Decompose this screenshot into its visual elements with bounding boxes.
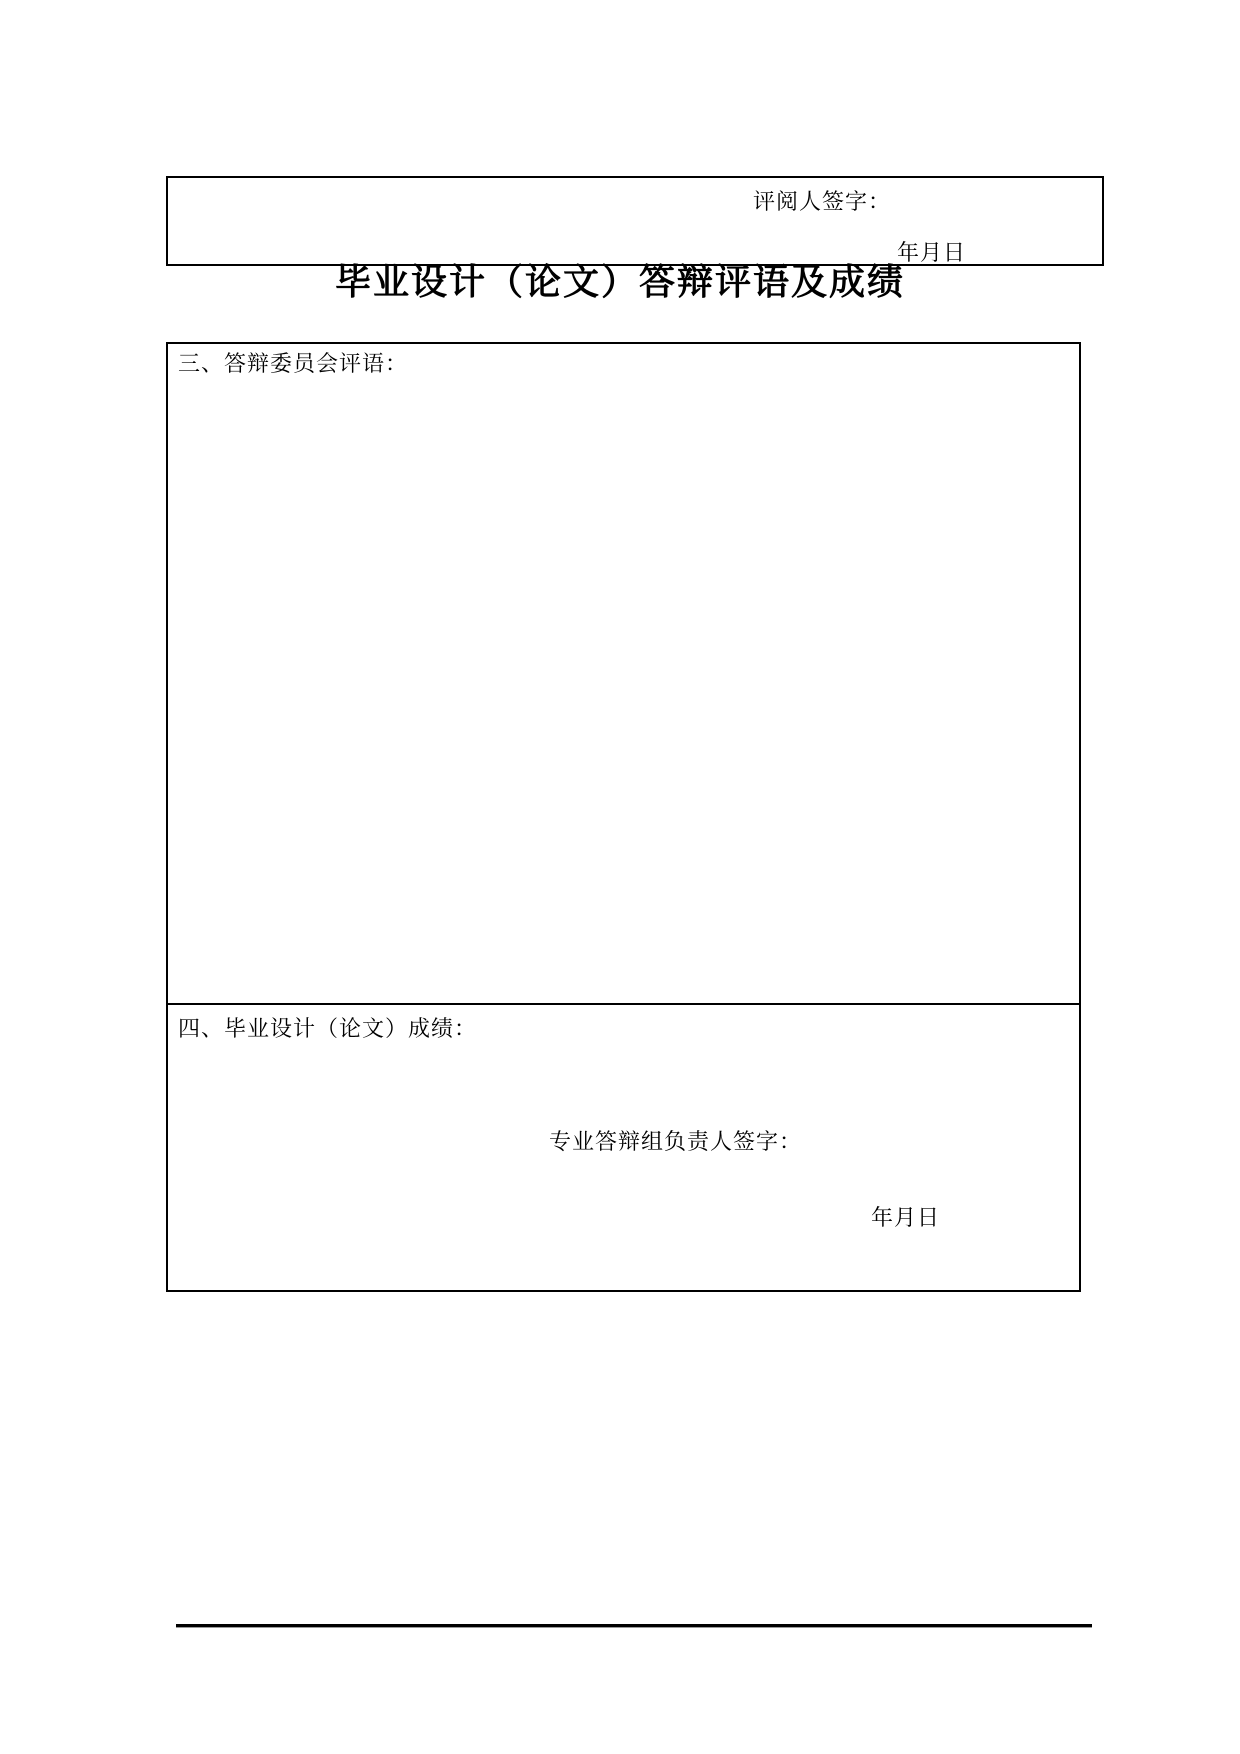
reviewer-signature-label: 评阅人签字： [753, 190, 892, 215]
grade-date-label: 年月日 [871, 1206, 941, 1231]
grade-heading: 四、毕业设计（论文）成绩： [178, 1017, 478, 1042]
committee-comments-section [168, 344, 1079, 1005]
reviewer-date-label: 年月日 [897, 241, 967, 266]
evaluation-table [166, 342, 1081, 1292]
page-title: 毕业设计（论文）答辩评语及成绩 [334, 261, 905, 303]
grade-section [168, 1005, 1079, 1290]
committee-comments-heading: 三、答辩委员会评语： [178, 352, 409, 377]
footer-rule [176, 1624, 1092, 1628]
leader-signature-label: 专业答辩组负责人签字： [549, 1130, 803, 1155]
reviewer-signature-box [166, 176, 1104, 266]
